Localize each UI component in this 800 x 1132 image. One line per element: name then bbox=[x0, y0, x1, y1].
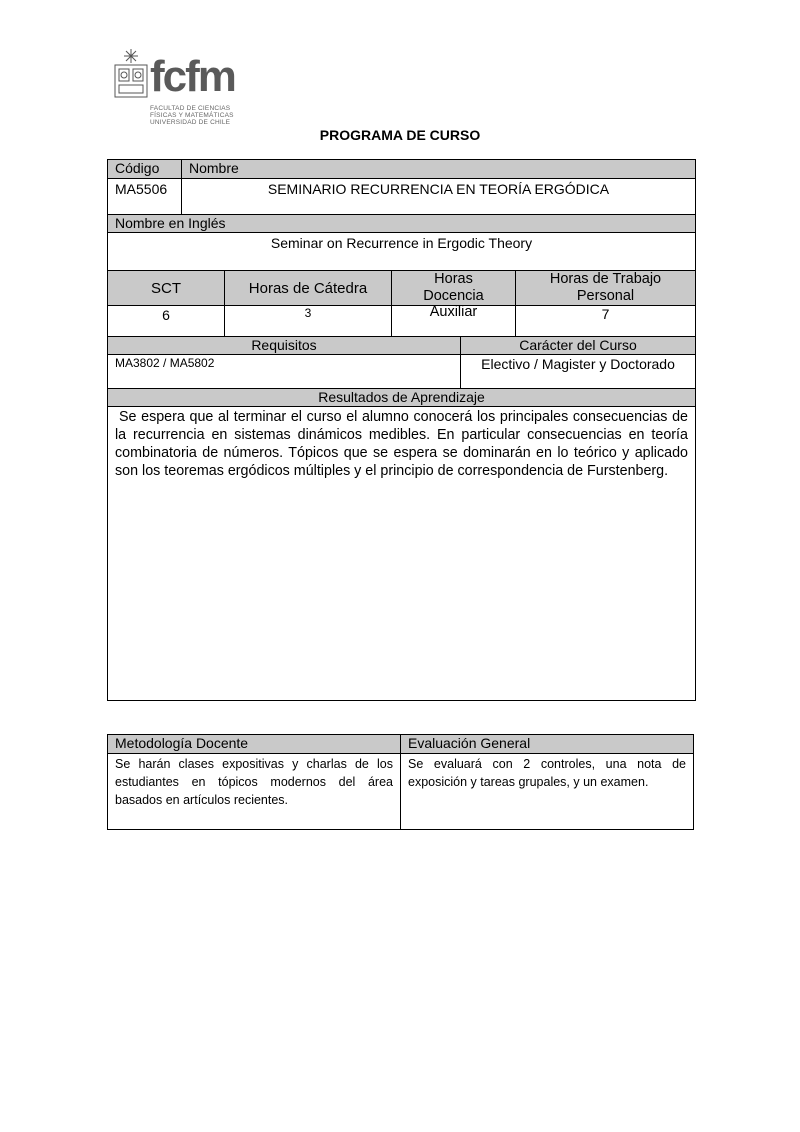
page-title: PROGRAMA DE CURSO bbox=[319, 127, 481, 143]
course-code: MA5506 bbox=[108, 178, 181, 214]
sct-value: 6 bbox=[108, 305, 224, 336]
requirements-header: Requisitos bbox=[108, 336, 460, 354]
personal-hours-value: 7 bbox=[515, 305, 695, 336]
requirements-value: MA3802 / MA5802 bbox=[108, 354, 460, 388]
learning-outcomes-text: Se espera que al terminar el curso el alumno conocerá los principales consecuencias de la recurrencia en sistemas dinámicos medibles. En particular consecuencias en teoría combinatoria de números. Tópicos que se espera se dominarán en lo teórico y aplicado son los teoremas ergódicos múltiples y el principio de correspondencia de Furstenberg. bbox=[108, 406, 695, 700]
evaluation-header: Evaluación General bbox=[400, 735, 693, 753]
code-header: Código bbox=[108, 160, 181, 178]
logo-subtitle bbox=[150, 105, 234, 126]
auxiliar-hours-value bbox=[391, 305, 515, 336]
logo-wordmark: fcfm bbox=[150, 52, 235, 101]
methodology-table bbox=[107, 734, 694, 830]
methodology-text: Se harán clases expositivas y charlas de los estudiantes en tópicos modernos del área basados en artículos recientes. bbox=[108, 753, 400, 829]
faculty-logo bbox=[113, 47, 243, 129]
sct-header: SCT bbox=[108, 270, 224, 305]
english-name-header: Nombre en Inglés bbox=[108, 214, 695, 232]
evaluation-text: Se evaluará con 2 controles, una nota de exposición y tareas grupales, y un examen. bbox=[400, 753, 693, 829]
methodology-header: Metodología Docente bbox=[108, 735, 400, 753]
logo-subtitle-line: FÍSICAS Y MATEMÁTICAS bbox=[150, 112, 234, 119]
catedra-hours-value: 3 bbox=[224, 305, 391, 336]
logo-subtitle-line: UNIVERSIDAD DE CHILE bbox=[150, 119, 231, 126]
name-header: Nombre bbox=[181, 160, 695, 178]
university-seal-icon bbox=[113, 47, 149, 99]
personal-hours-header: Horas de Trabajo Personal bbox=[515, 270, 695, 305]
auxiliar-hours-header: Horas Docencia Auxiliar bbox=[391, 270, 515, 305]
course-character-header: Carácter del Curso bbox=[460, 336, 695, 354]
course-character-value: Electivo / Magister y Doctorado bbox=[460, 354, 695, 388]
course-name: SEMINARIO RECURRENCIA EN TEORÍA ERGÓDICA bbox=[181, 178, 695, 214]
logo-subtitle-line: FACULTAD DE CIENCIAS bbox=[150, 105, 231, 112]
english-name: Seminar on Recurrence in Ergodic Theory bbox=[108, 232, 695, 270]
course-table bbox=[107, 159, 696, 701]
catedra-hours-header: Horas de Cátedra bbox=[224, 270, 391, 305]
learning-outcomes-header: Resultados de Aprendizaje bbox=[108, 388, 695, 406]
